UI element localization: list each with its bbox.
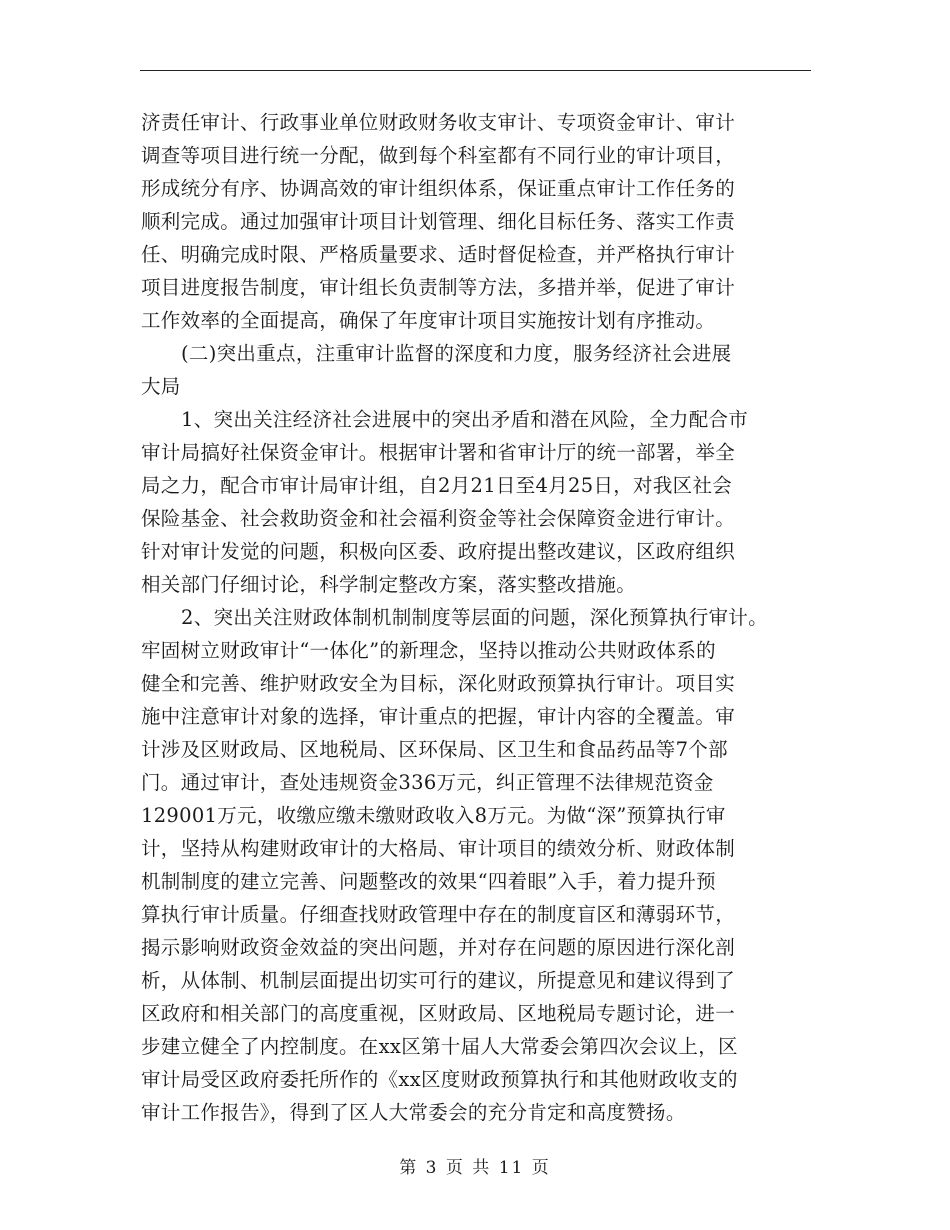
- text-line: 计涉及区财政局、区地税局、区环保局、区卫生和食品药品等7个部: [141, 738, 728, 761]
- text-line: 项目进度报告制度，审计组长负责制等方法，多措并举，促进了审计: [141, 276, 736, 299]
- text-line: 129001万元，收缴应缴未缴财政收入8万元。为做“深”预算执行审: [141, 804, 726, 827]
- section-heading-line: (二)突出重点，注重审计监督的深度和力度，服务经济社会进展: [181, 342, 732, 365]
- text-line: 揭示影响财政资金效益的突出问题，并对存在问题的原因进行深化剖: [141, 936, 736, 959]
- text-line: 施中注意审计对象的选择，审计重点的把握，审计内容的全覆盖。审: [141, 705, 736, 728]
- section-heading-line: 大局: [141, 375, 181, 398]
- text-line: 审计局受区政府委托所作的《xx区度财政预算执行和其他财政收支的: [141, 1068, 738, 1091]
- text-line: 审计局搞好社保资金审计。根据审计署和省审计厅的统一部署，举全: [141, 441, 736, 464]
- text-line: 析，从体制、机制层面提出切实可行的建议，所提意见和建议得到了: [141, 969, 736, 992]
- text-line: 形成统分有序、协调高效的审计组织体系，保证重点审计工作任务的: [141, 177, 736, 200]
- text-line: 济责任审计、行政事业单位财政财务收支审计、专项资金审计、审计: [141, 111, 736, 134]
- text-line: 工作效率的全面提高，确保了年度审计项目实施按计划有序推动。: [141, 309, 716, 332]
- text-line: 区政府和相关部门的高度重视，区财政局、区地税局专题讨论，进一: [141, 1002, 736, 1025]
- text-line: 牢固树立财政审计“一体化”的新理念，坚持以推动公共财政体系的: [141, 639, 716, 662]
- text-line: 机制制度的建立完善、问题整改的效果“四着眼”入手，着力提升预: [141, 870, 716, 893]
- text-line: 算执行审计质量。仔细查找财政管理中存在的制度盲区和薄弱环节，: [141, 903, 736, 926]
- paragraph-start-line: 2、突出关注财政体制机制制度等层面的问题，深化预算执行审计。: [181, 606, 768, 629]
- text-line: 针对审计发觉的问题，积极向区委、政府提出整改建议，区政府组织: [141, 540, 736, 563]
- text-line: 调查等项目进行统一分配，做到每个科室都有不同行业的审计项目，: [141, 144, 736, 167]
- text-line: 健全和完善、维护财政安全为目标，深化财政预算执行审计。项目实: [141, 672, 736, 695]
- page-footer: 第 3 页 共 11 页: [399, 1158, 551, 1178]
- text-line: 局之力，配合市审计局审计组，自2月21日至4月25日，对我区社会: [141, 474, 733, 497]
- text-line: 计，坚持从构建财政审计的大格局、审计项目的绩效分析、财政体制: [141, 837, 736, 860]
- text-line: 顺利完成。通过加强审计项目计划管理、细化目标任务、落实工作责: [141, 210, 736, 233]
- text-line: 相关部门仔细讨论，科学制定整改方案，落实整改措施。: [141, 573, 637, 596]
- header-rule: [140, 70, 811, 71]
- text-line: 任、明确完成时限、严格质量要求、适时督促检查，并严格执行审计: [141, 243, 736, 266]
- text-line: 步建立健全了内控制度。在xx区第十届人大常委会第四次会议上，区: [141, 1035, 738, 1058]
- paragraph-start-line: 1、突出关注经济社会进展中的突出矛盾和潜在风险，全力配合市: [181, 408, 749, 431]
- text-line: 保险基金、社会救助资金和社会福利资金等社会保障资金进行审计。: [141, 507, 736, 530]
- text-line: 审计工作报告》，得到了区人大常委会的充分肯定和高度赞扬。: [141, 1101, 686, 1124]
- text-line: 门。通过审计，查处违规资金336万元，纠正管理不法律规范资金: [141, 771, 714, 794]
- document-body: [141, 106, 811, 1129]
